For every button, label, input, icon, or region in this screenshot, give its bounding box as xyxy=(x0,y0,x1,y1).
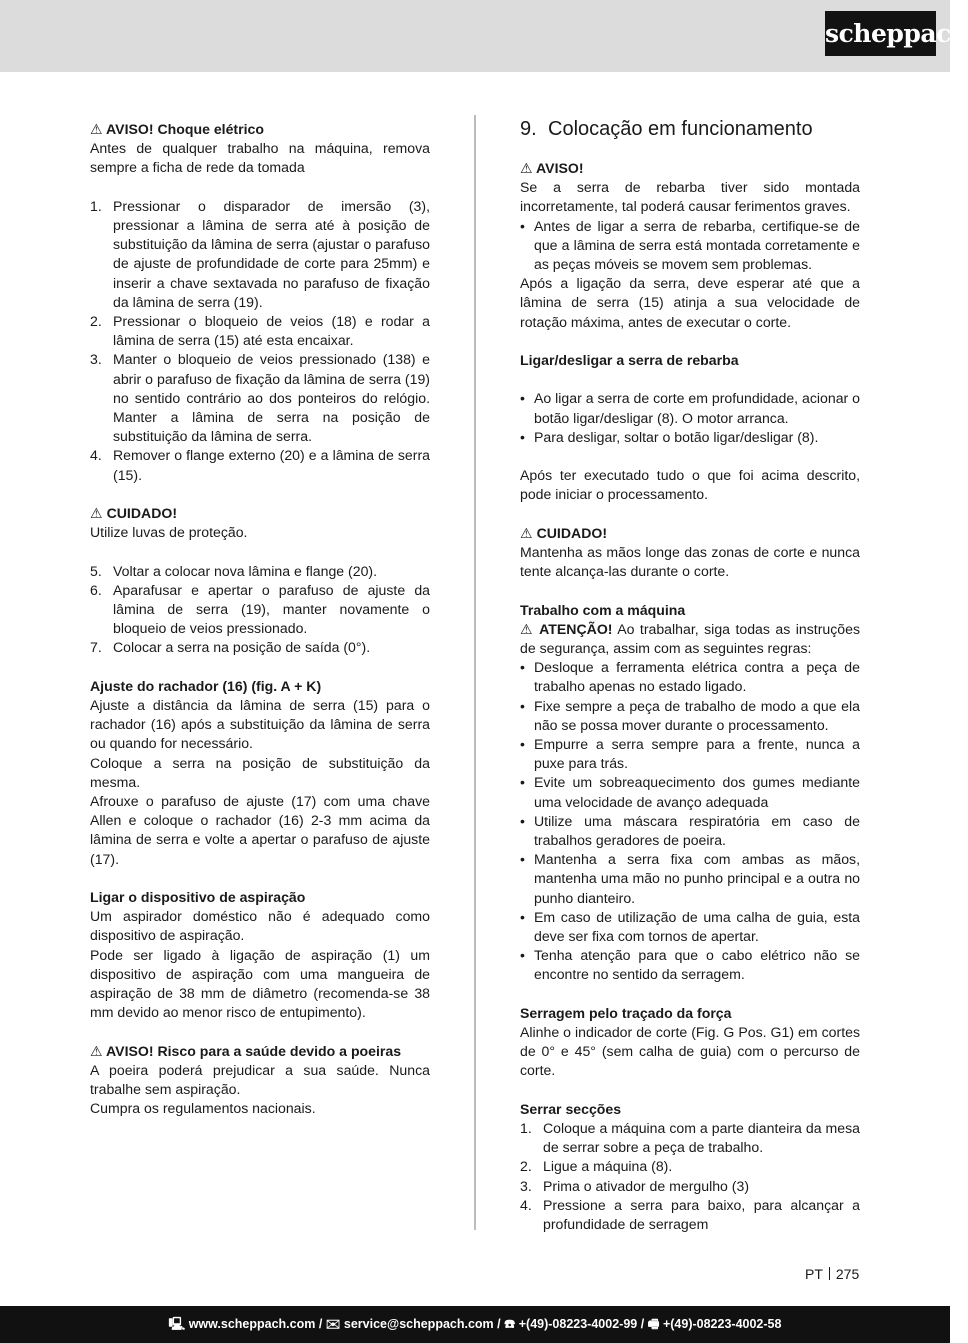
footer-email[interactable]: service@scheppach.com xyxy=(343,1317,494,1331)
warning-heading: ⚠ AVISO! Choque elétrico xyxy=(90,121,264,137)
phone-icon: ☎ xyxy=(504,1317,516,1331)
numbered-list xyxy=(90,562,430,658)
footer-bar: 🖳 www.scheppach.com / ✉ service@scheppach.com / ☎ +(49)-08223-4002-99 / 🖷 +(49)-08223-4002-58 xyxy=(0,1306,950,1343)
left-column xyxy=(90,120,430,1118)
list-item: 2. Ligue a máquina (8). xyxy=(520,1158,673,1175)
fax-icon: 🖷 xyxy=(647,1317,660,1331)
scheppach-logo: scheppach xyxy=(825,11,936,56)
list-item: 5. Voltar a colocar nova lâmina e flange (20). xyxy=(90,562,378,579)
warning-triangle-icon: ⚠ xyxy=(520,524,533,541)
list-item: 3. Manter o bloqueio de veios pressionado (138) e abrir o parafuso de fixação da lâmina de serra (19) no sentido contrário ao dos ponteiros do relógio. Manter a lâmina de serra na posição de substituição da lâmina de serra. xyxy=(90,351,430,445)
attention-paragraph: ⚠ ATENÇÃO! Ao trabalhar, siga todas as instruções de segurança, assim com as seguintes regras: xyxy=(520,620,860,656)
list-item: 7. Colocar a serra na posição de saída (0°). xyxy=(90,639,371,656)
footer-fax: +(49)-08223-4002-58 xyxy=(662,1317,782,1331)
page-number: PT 275 xyxy=(805,1266,860,1282)
warning-text: Antes de qualquer trabalho na máquina, remova sempre a ficha de rede da tomada xyxy=(90,140,430,176)
list-item: • Para desligar, soltar o botão ligar/desligar (8). xyxy=(520,428,819,445)
list-item: 4. Remover o flange externo (20) e a lâmina de serra (15). xyxy=(90,447,430,483)
list-item: • Tenha atenção para que o cabo elétrico não se encontre no sentido da serragem. xyxy=(520,947,860,983)
envelope-icon: ✉ xyxy=(325,1317,341,1331)
caution-heading: ⚠ CUIDADO! xyxy=(520,524,608,541)
paragraph: Após a ligação da serra, deve esperar até que a lâmina de serra (15) atinja a sua velocidade de rotação máxima, antes de executar o corte. xyxy=(520,275,860,330)
paragraph: Ajuste a distância da lâmina de serra (15) para o rachador (16) após a substituição da lâmina de serra ou quando for necessário. xyxy=(90,697,430,752)
warning-triangle-icon: ⚠ xyxy=(520,620,535,637)
list-item: • Ao ligar a serra de corte em profundidade, acionar o botão ligar/desligar (8). O motor arranca. xyxy=(520,390,860,426)
list-item: • Em caso de utilização de uma calha de guia, esta deve ser fixa com tornos de apertar. xyxy=(520,908,860,945)
list-item: • Evite um sobreaquecimento dos gumes mediante uma velocidade de avanço adequada xyxy=(520,774,860,810)
warning-heading: ⚠ AVISO! xyxy=(520,160,584,176)
list-item: 6. Aparafusar e apertar o parafuso de ajuste da lâmina de serra (19), manter novamente o bloqueio de veios pressionado. xyxy=(90,581,430,637)
warning-triangle-icon: ⚠ xyxy=(90,505,103,522)
caution-text: Utilize luvas de proteção. xyxy=(90,524,248,541)
section-heading: Ligar/desligar a serra de rebarba xyxy=(520,352,739,369)
list-item: 1. Pressionar o disparador de imersão (3), pressionar a lâmina de serra até à posição de substituição da lâmina de serra (ajustar o parafuso de ajuste de profundidade de corte para 25mm) e inserir a chave sextavada no parafuso de fixação da lâmina de serra (19). xyxy=(90,197,430,310)
section-heading: Ligar o dispositivo de aspiração xyxy=(90,889,306,906)
list-item: • Antes de ligar a serra de rebarba, certifique-se de que a lâmina de serra está montada corretamente e as peças móveis se movem sem problemas. xyxy=(520,217,860,273)
list-item: 1. Coloque a máquina com a parte dianteira da mesa de serrar sobre a peça de trabalho. xyxy=(520,1120,860,1156)
header-bar xyxy=(0,0,968,72)
caution-heading: ⚠ CUIDADO! xyxy=(90,505,178,522)
warning-triangle-icon: ⚠ xyxy=(90,1042,103,1059)
paragraph: Mantenha as mãos longe das zonas de corte e nunca tente alcança-las durante o corte. xyxy=(520,544,860,580)
paragraph: Alinhe o indicador de corte (Fig. G Pos. G1) em cortes de 0° e 45° (sem calha de guia) com o percurso de corte. xyxy=(520,1024,860,1079)
list-item: • Mantenha a serra fixa com ambas as mãos, mantenha uma mão no punho principal e a outra no punho dianteiro. xyxy=(520,851,860,906)
list-item: 3. Prima o ativador de mergulho (3) xyxy=(520,1177,750,1194)
paragraph: A poeira poderá prejudicar a sua saúde. Nunca trabalhe sem aspiração. xyxy=(90,1061,430,1098)
warning-triangle-icon: ⚠ xyxy=(520,160,533,176)
page-title: 9. Colocação em funcionamento xyxy=(520,118,813,140)
list-item: • Fixe sempre a peça de trabalho de modo a que ela não se possa mover durante o processamento. xyxy=(520,697,860,733)
numbered-list xyxy=(90,197,430,485)
paragraph: Se a serra de rebarba tiver sido montada incorretamente, tal poderá causar ferimentos graves. xyxy=(520,179,860,215)
right-column xyxy=(520,120,860,1234)
paragraph: Após ter executado tudo o que foi acima descrito, pode iniciar o processamento. xyxy=(520,467,860,503)
section-heading: Trabalho com a máquina xyxy=(520,601,686,618)
monitor-icon: 🖳 xyxy=(168,1317,186,1331)
list-item: • Desloque a ferramenta elétrica contra a peça de trabalho apenas no estado ligado. xyxy=(520,659,860,695)
section-heading: Serragem pelo traçado da força xyxy=(520,1004,732,1021)
section-heading: Ajuste do rachador (16) (fig. A + K) xyxy=(90,677,322,694)
warning-triangle-icon: ⚠ xyxy=(90,121,103,137)
column-divider xyxy=(474,115,476,1230)
paragraph: Cumpra os regulamentos nacionais. xyxy=(90,1100,316,1117)
paragraph: Um aspirador doméstico não é adequado como dispositivo de aspiração. xyxy=(90,908,430,944)
footer-phone: +(49)-08223-4002-99 xyxy=(518,1317,638,1331)
list-item: • Utilize uma máscara respiratória em caso de trabalhos geradores de poeira. xyxy=(520,812,860,849)
list-item: 4. Pressione a serra para baixo, para alcançar a profundidade de serragem xyxy=(520,1196,860,1233)
paragraph: Afrouxe o parafuso de ajuste (17) com uma chave Allen e coloque o rachador (16) 2-3 mm acima da lâmina de serra e volte a apertar o parafuso de ajuste (17). xyxy=(90,793,430,867)
list-item: • Empurre a serra sempre para a frente, nunca a puxe para trás. xyxy=(520,736,860,772)
list-item: 2. Pressionar o bloqueio de veios (18) e rodar a lâmina de serra (15) até esta encaixar. xyxy=(90,313,430,349)
warning-heading: ⚠ AVISO! Risco para a saúde devido a poeiras xyxy=(90,1042,402,1059)
section-heading: Serrar secções xyxy=(520,1100,622,1117)
paragraph: Pode ser ligado à ligação de aspiração (1) um dispositivo de aspiração com uma mangueira de aspiração de 38 mm de diâmetro (recomenda-se 38 mm devido ao menor risco de entupimento). xyxy=(90,946,430,1021)
paragraph: Coloque a serra na posição de substituição da mesma. xyxy=(90,754,430,790)
footer-web[interactable]: www.scheppach.com xyxy=(188,1317,316,1331)
